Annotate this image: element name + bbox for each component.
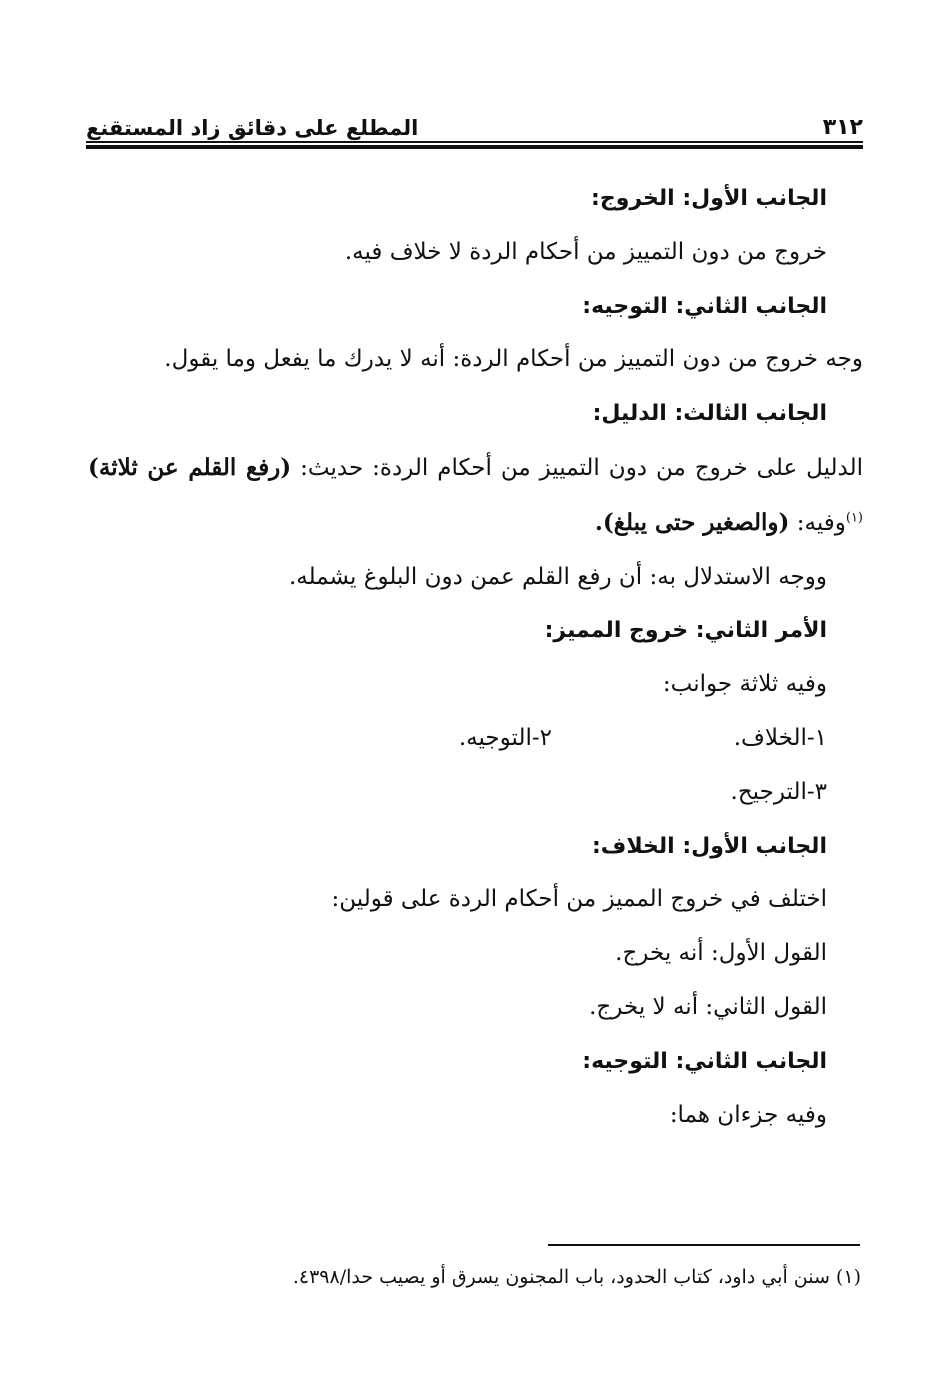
- section-heading: الجانب الثاني: التوجيه:: [582, 293, 827, 319]
- section-heading: الجانب الأول: الخلاف:: [592, 833, 827, 859]
- paragraph: ووجه الاستدلال به: أن رفع القلم عمن دون البلوغ يشمله.: [288, 563, 827, 590]
- hadith-intro: الدليل على خروج من دون التمييز من أحكام الردة: حديث:: [291, 454, 863, 481]
- header-rule-thin: [86, 141, 863, 143]
- footnote: (١) سنن أبي داود، كتاب الحدود، باب المجنون يسرق أو يصيب حدا/٤٣٩٨.: [292, 1266, 861, 1288]
- running-header: [86, 104, 863, 140]
- paragraph: خروج من دون التمييز من أحكام الردة لا خلاف فيه.: [344, 238, 827, 265]
- page-number: ٣١٢: [822, 115, 863, 140]
- section-heading: الجانب الثاني: التوجيه:: [582, 1048, 827, 1074]
- hadith-quote: (والصغير حتى يبلغ).: [594, 508, 790, 536]
- section-heading: الجانب الثالث: الدليل:: [592, 401, 827, 427]
- page-body: [88, 172, 863, 1142]
- header-rule-thick: [86, 145, 863, 149]
- hadith-connector: وفيه:: [789, 509, 846, 536]
- hadith-text: (رفع القلم عن ثلاثة): [88, 453, 292, 481]
- list-row: [88, 712, 827, 766]
- paragraph: اختلف في خروج المميز من أحكام الردة على قولين:: [331, 886, 827, 913]
- list-item: ١-الخلاف.: [733, 724, 827, 751]
- paragraph-hadith: [88, 441, 863, 551]
- section-heading: الأمر الثاني: خروج المميز:: [544, 618, 827, 644]
- section-heading: الجانب الأول: الخروج:: [591, 186, 827, 211]
- paragraph: القول الأول: أنه يخرج.: [615, 940, 827, 967]
- paragraph: وفيه ثلاثة جوانب:: [662, 671, 827, 698]
- paragraph: وفيه جزءان هما:: [669, 1101, 827, 1128]
- paragraph: القول الثاني: أنه لا يخرج.: [589, 993, 827, 1020]
- book-title: المطلع على دقائق زاد المستقنع: [86, 116, 419, 140]
- footnote-reference: (١): [845, 510, 863, 526]
- list-item: ٢-التوجيه.: [458, 724, 552, 751]
- paragraph: وجه خروج من دون التمييز من أحكام الردة: أنه لا يدرك ما يفعل وما يقول.: [164, 346, 863, 373]
- footnote-rule: [548, 1244, 860, 1246]
- list-item: ٣-الترجيح.: [730, 778, 827, 805]
